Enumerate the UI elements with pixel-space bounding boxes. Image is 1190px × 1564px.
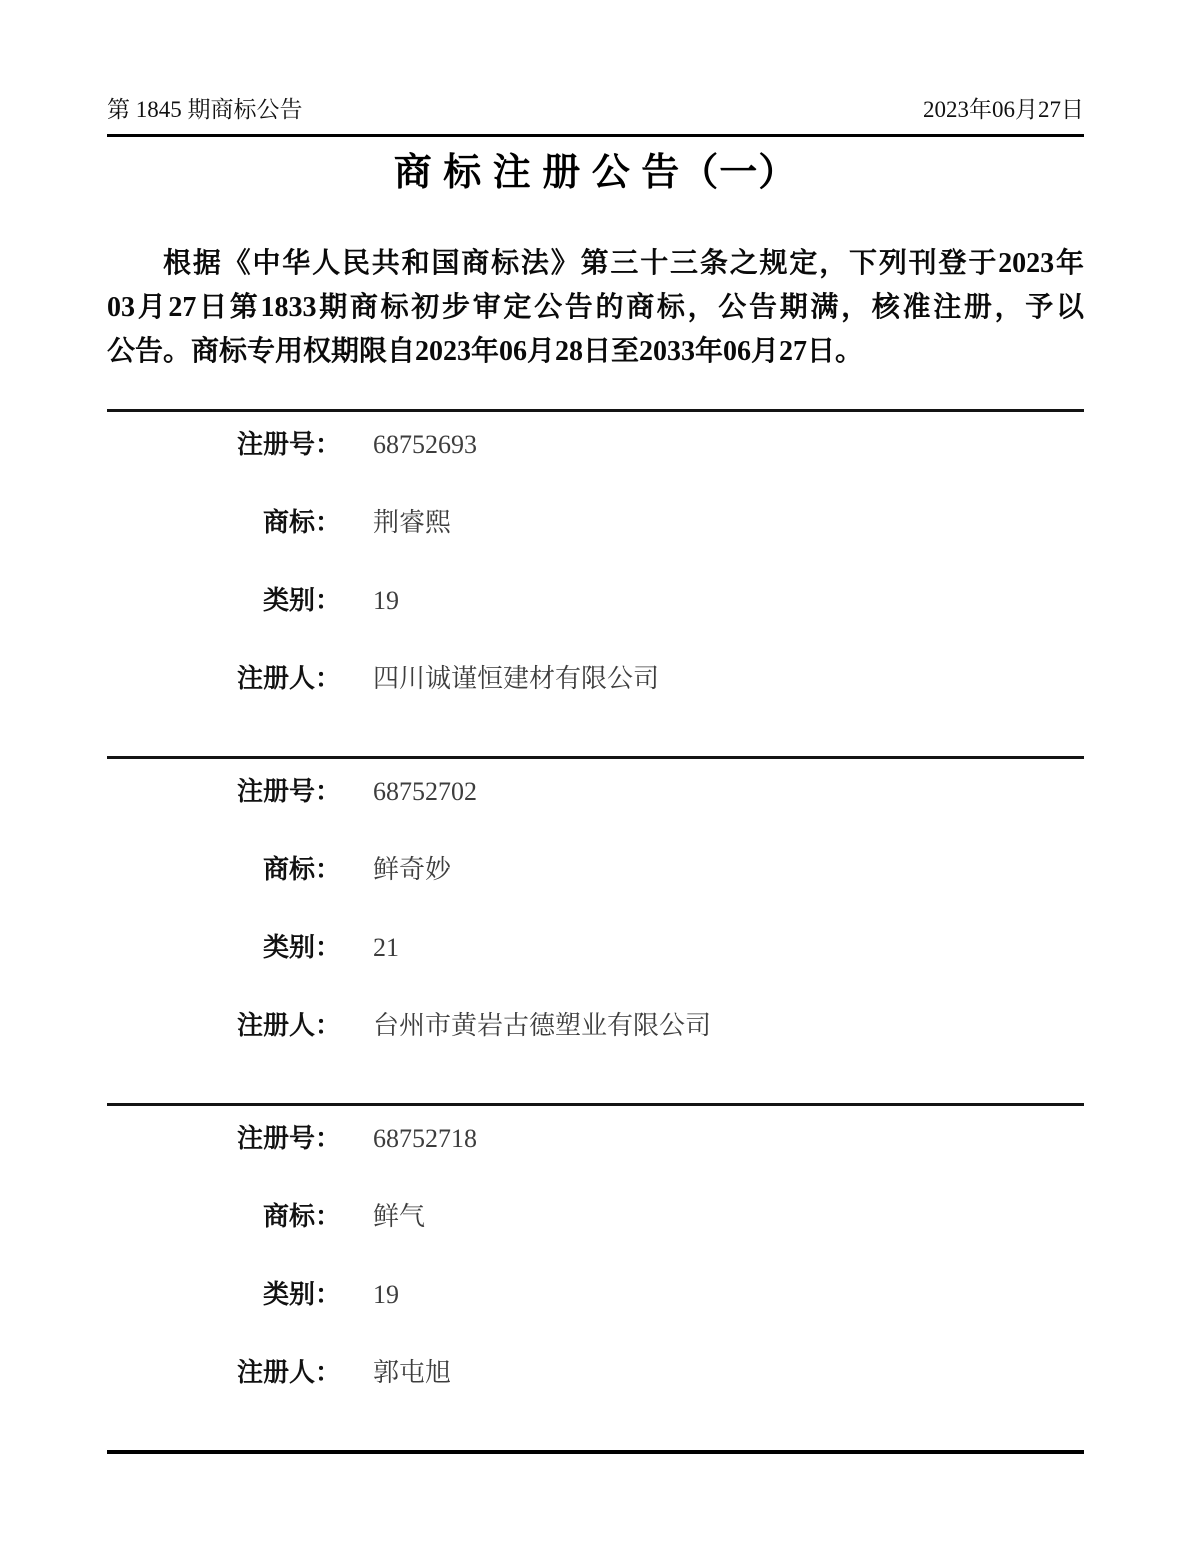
- registrant-value: 台州市黄岩古德塑业有限公司: [373, 1011, 712, 1040]
- class-label: 类别：: [262, 1280, 341, 1309]
- class-value: 21: [373, 933, 399, 962]
- intro-paragraph: [107, 242, 1084, 374]
- registrant-label: 注册人：: [236, 664, 341, 693]
- trademark-label: 商标：: [262, 1202, 341, 1231]
- gazette-issue-label: 第 1845 期商标公告: [107, 97, 303, 122]
- trademark-label: 商标：: [262, 508, 341, 537]
- trademark-value: 鲜气: [373, 1202, 426, 1231]
- record-row-reg-no: [107, 428, 1084, 506]
- gazette-date: 2023年06月27日: [923, 97, 1084, 122]
- trademark-record: [107, 1103, 1084, 1450]
- intro-line: 公告。商标专用权期限自2023年06月28日至2033年06月27日。: [107, 336, 864, 367]
- trademark-value: 鲜奇妙: [373, 855, 452, 884]
- record-row-registrant: [107, 1356, 1084, 1434]
- reg-no-value: 68752718: [373, 1124, 477, 1153]
- record-list: [107, 409, 1084, 1454]
- registrant-label: 注册人：: [236, 1358, 341, 1387]
- intro-line: 03月27日第1833期商标初步审定公告的商标，公告期满，核准注册，予以: [107, 292, 1084, 323]
- class-label: 类别：: [262, 586, 341, 615]
- record-row-class: [107, 584, 1084, 662]
- record-row-trademark: [107, 506, 1084, 584]
- trademark-record: [107, 409, 1084, 756]
- record-row-class: [107, 1278, 1084, 1356]
- record-row-registrant: [107, 662, 1084, 740]
- class-label: 类别：: [262, 933, 341, 962]
- intro-line: 根据《中华人民共和国商标法》第三十三条之规定，下列刊登于2023年: [163, 248, 1084, 279]
- reg-no-label: 注册号：: [236, 777, 341, 806]
- reg-no-value: 68752693: [373, 430, 477, 459]
- record-row-trademark: [107, 853, 1084, 931]
- reg-no-label: 注册号：: [236, 1124, 341, 1153]
- class-value: 19: [373, 586, 399, 615]
- trademark-record: [107, 756, 1084, 1103]
- class-value: 19: [373, 1280, 399, 1309]
- reg-no-value: 68752702: [373, 777, 477, 806]
- page-content: [107, 0, 1084, 1454]
- registrant-value: 郭屯旭: [373, 1358, 452, 1387]
- trademark-label: 商标：: [262, 855, 341, 884]
- record-row-reg-no: [107, 1122, 1084, 1200]
- masthead-rule: [107, 134, 1084, 137]
- trademark-value: 荆睿熙: [373, 508, 452, 537]
- page-title: 商 标 注 册 公 告（一）: [393, 152, 798, 194]
- registrant-label: 注册人：: [236, 1011, 341, 1040]
- reg-no-label: 注册号：: [236, 430, 341, 459]
- record-row-trademark: [107, 1200, 1084, 1278]
- record-row-reg-no: [107, 775, 1084, 853]
- record-row-class: [107, 931, 1084, 1009]
- masthead: [107, 0, 1084, 125]
- records-bottom-rule: [107, 1450, 1084, 1454]
- registrant-value: 四川诚谨恒建材有限公司: [373, 664, 660, 693]
- record-row-registrant: [107, 1009, 1084, 1087]
